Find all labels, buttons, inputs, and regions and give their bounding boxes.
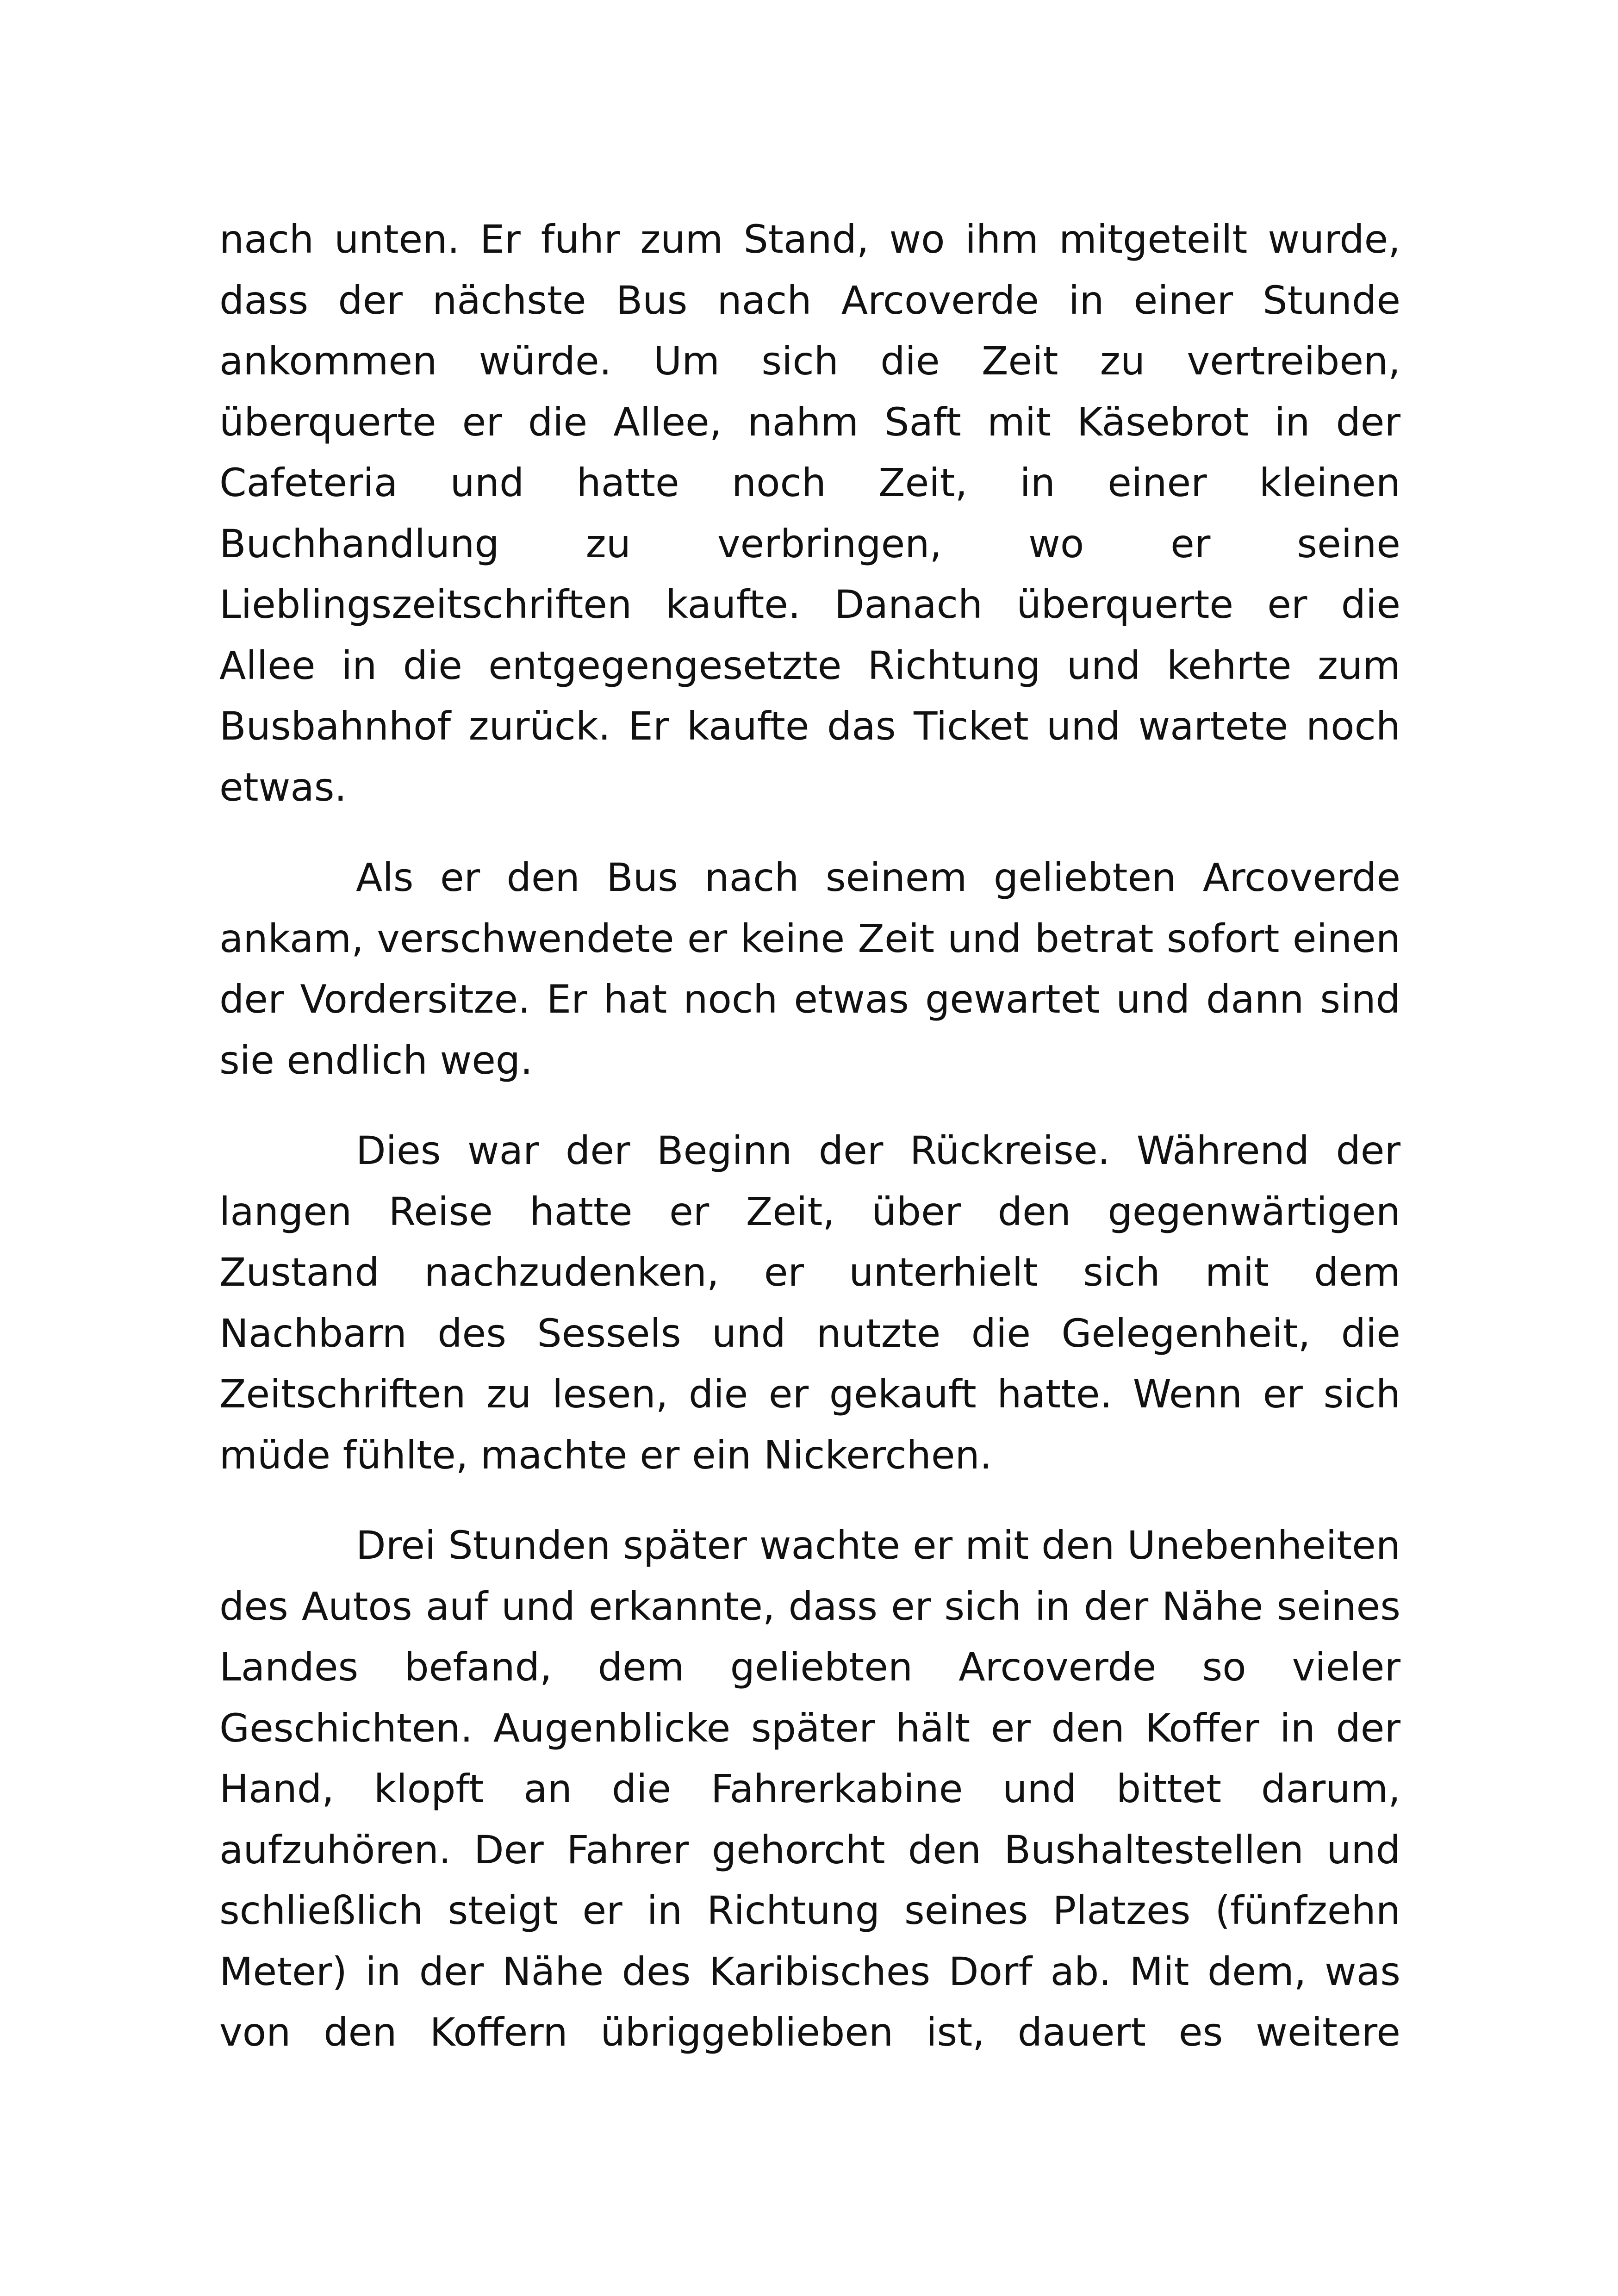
paragraph-2: Als er den Bus nach seinem geliebten Arcoverde ankam, verschwendete er keine Zeit und betrat sofort einen der Vordersitze. Er hat noch etwas gewartet und dann sind sie endlich weg. bbox=[219, 855, 1400, 1083]
paragraph-4: Drei Stunden später wachte er mit den Unebenheiten des Autos auf und erkannte, dass er sich in der Nähe seines Landes befand, dem geliebten Arcoverde so vieler Geschichten. Augenblicke später hält er den Koffer in der Hand, klopft an die Fahrerkabine und bittet darum, aufzuhören. Der Fahrer gehorcht den Bushaltestellen und schließlich steigt er in Richtung seines Platzes (fünfzehn Meter) in der Nähe des Karibisches Dorf ab. Mit dem, was von den Koffern übriggeblieben ist, dauert es weitere bbox=[219, 1523, 1400, 2055]
paragraph-1: nach unten. Er fuhr zum Stand, wo ihm mitgeteilt wurde, dass der nächste Bus nach Arcoverde in einer Stunde ankommen würde. Um sich die Zeit zu vertreiben, überquerte er die Allee, nahm Saft mit Käsebrot in der Cafeteria und hatte noch Zeit, in einer kleinen Buchhandlung zu verbringen, wo er seine Lieblingszeitschriften kaufte. Danach überquerte er die Allee in die entgegengesetzte Richtung und kehrte zum Busbahnhof zurück. Er kaufte das Ticket und wartete noch etwas. bbox=[219, 217, 1400, 810]
document-body bbox=[219, 209, 1400, 2093]
paragraph-3: Dies war der Beginn der Rückreise. Während der langen Reise hatte er Zeit, über den gegenwärtigen Zustand nachzudenken, er unterhielt sich mit dem Nachbarn des Sessels und nutzte die Gelegenheit, die Zeitschriften zu lesen, die er gekauft hatte. Wenn er sich müde fühlte, machte er ein Nickerchen. bbox=[219, 1128, 1400, 1478]
